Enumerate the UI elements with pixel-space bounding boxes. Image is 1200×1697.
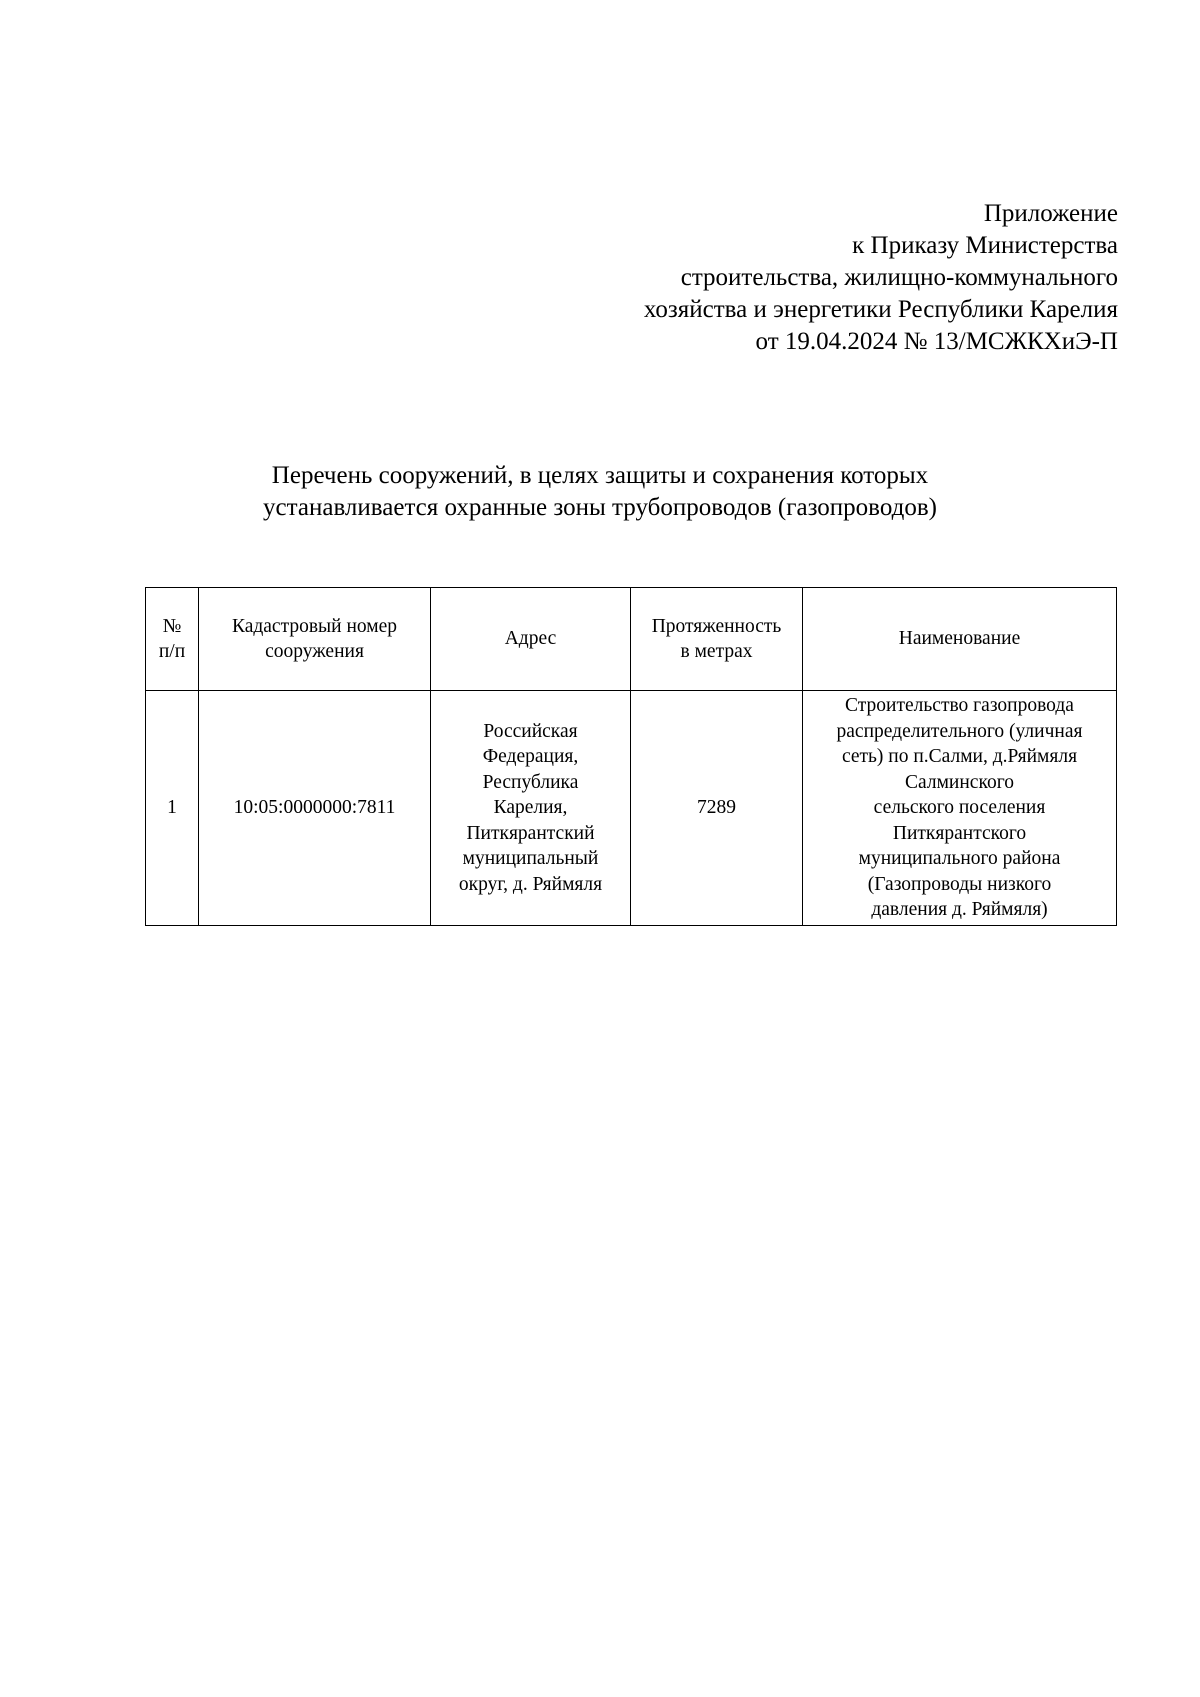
structures-table bbox=[145, 587, 1117, 926]
table-header-row bbox=[146, 588, 1117, 691]
cell-name: Строительство газопровода распределительного (уличная сеть) по п.Салми, д.Ряймяля Салминского сельского поселения Питкярантского муниципального района (Газопроводы низкого давления д. Ряймяля) bbox=[803, 691, 1117, 926]
cell-length: 7289 bbox=[631, 691, 803, 926]
cell-cadastral-number: 10:05:0000000:7811 bbox=[199, 691, 431, 926]
cell-address: Российская Федерация, Республика Карелия, Питкярантский муниципальный округ, д. Ряймяля bbox=[431, 691, 631, 926]
header-row-number: № п/п bbox=[146, 588, 199, 691]
document-title bbox=[0, 460, 1200, 524]
table-row bbox=[146, 691, 1117, 926]
appendix-line: Приложение bbox=[983, 200, 1118, 227]
appendix-heading bbox=[644, 198, 1118, 358]
cell-row-number: 1 bbox=[146, 691, 199, 926]
appendix-order-reference: от 19.04.2024 № 13/МСЖКХиЭ-П bbox=[755, 328, 1118, 355]
header-name: Наименование bbox=[803, 588, 1117, 691]
header-cadastral-number: Кадастровый номер сооружения bbox=[199, 588, 431, 691]
document-title-line: устанавливается охранные зоны трубопроводов (газопроводов) bbox=[263, 494, 937, 521]
header-length: Протяженность в метрах bbox=[631, 588, 803, 691]
appendix-line: к Приказу Министерства bbox=[852, 232, 1118, 259]
appendix-line: строительства, жилищно-коммунального bbox=[680, 264, 1118, 291]
document-title-line: Перечень сооружений, в целях защиты и сохранения которых bbox=[271, 462, 929, 489]
appendix-line: хозяйства и энергетики Республики Карелия bbox=[643, 296, 1118, 323]
header-address: Адрес bbox=[431, 588, 631, 691]
